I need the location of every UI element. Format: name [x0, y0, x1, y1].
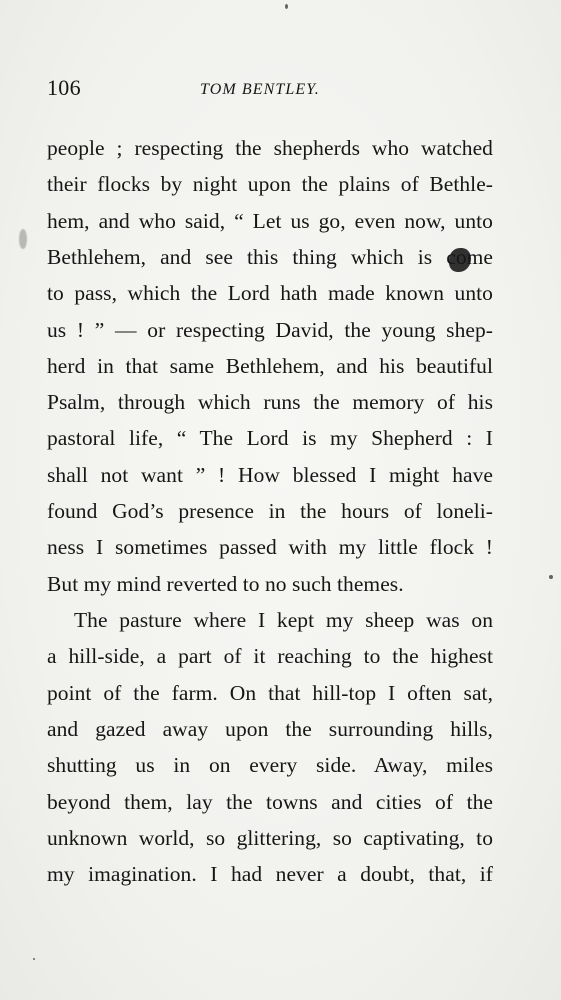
text-line-10: shall not want ” ! How blessed I might have	[47, 463, 493, 487]
text-line-8: Psalm, through which runs the memory of his	[47, 390, 493, 414]
page-number: 106	[47, 75, 81, 100]
text-line-3: hem, and who said, “ Let us go, even now, unto	[47, 209, 493, 233]
text-line-18: shutting us in on every side. Away, miles	[47, 753, 493, 777]
left-margin-smudge	[19, 229, 27, 249]
lower-margin-speck	[33, 958, 35, 960]
text-line-14: The pasture where I kept my sheep was on	[74, 608, 493, 632]
text-line-4: Bethlehem, and see this thing which is come	[47, 245, 493, 269]
text-line-21: my imagination. I had never a doubt, that, if	[47, 862, 493, 886]
text-line-11: found God’s presence in the hours of loneli-	[47, 499, 493, 523]
text-line-7: herd in that same Bethlehem, and his beautiful	[47, 354, 493, 378]
text-line-16: point of the farm. On that hill-top I often sat,	[47, 681, 493, 705]
text-line-6: us ! ” — or respecting David, the young shep-	[47, 318, 493, 342]
text-line-17: and gazed away upon the surrounding hills,	[47, 717, 493, 741]
text-line-9: pastoral life, “ The Lord is my Shepherd : I	[47, 426, 493, 450]
top-ink-speck	[285, 4, 288, 9]
text-line-13: But my mind reverted to no such themes.	[47, 572, 404, 596]
text-line-5: to pass, which the Lord hath made known unto	[47, 281, 493, 305]
text-line-20: unknown world, so glittering, so captivating, to	[47, 826, 493, 850]
text-line-15: a hill-side, a part of it reaching to the highest	[47, 644, 493, 668]
text-line-2: their flocks by night upon the plains of Bethle-	[47, 172, 493, 196]
running-title: TOM BENTLEY.	[200, 81, 320, 98]
text-line-1: people ; respecting the shepherds who watched	[47, 136, 493, 160]
right-margin-speck	[549, 575, 553, 579]
text-line-19: beyond them, lay the towns and cities of the	[47, 790, 493, 814]
page-header	[47, 75, 497, 105]
text-line-12: ness I sometimes passed with my little flock !	[47, 535, 493, 559]
